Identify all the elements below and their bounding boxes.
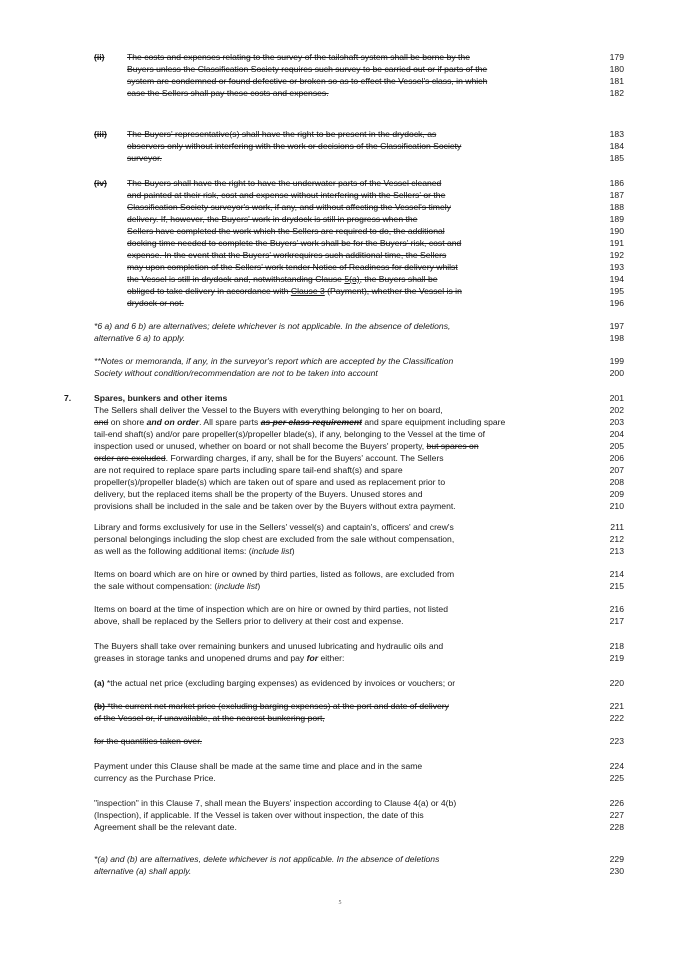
line-number: 204 [609,429,624,439]
document-line [0,489,680,500]
line-text: above, shall be replaced by the Sellers prior to delivery at their cost and expense. [94,616,404,626]
document-line [0,417,680,428]
document-line [0,429,680,440]
line-number: 198 [609,333,624,343]
sub-clause-label: (iv) [94,178,107,188]
document-line [0,604,680,615]
line-number: 207 [609,465,624,475]
line-text: obliged to take delivery in accordance with Clause 3 (Payment), whether the Vessel is in [127,286,462,296]
line-number: 181 [609,76,624,86]
line-text: provisions shall be included in the sale and be taken over by the Buyers without extra payment. [94,501,456,511]
line-number: 201 [609,393,624,403]
line-text: Society without condition/recommendation are not to be taken into account [94,368,378,378]
document-line [0,333,680,344]
line-text: surveyor. [127,153,162,163]
line-number: 183 [609,129,624,139]
document-line [0,761,680,772]
clause-number: 7. [64,393,72,403]
line-text: Items on board which are on hire or owned by third parties, listed as follows, are excluded from [94,569,455,579]
line-number: 180 [609,64,624,74]
line-number: 221 [609,701,624,711]
line-number: 194 [609,274,624,284]
line-text: inspection used or unused, whether on board or not shall become the Buyers' property, but spares on [94,441,479,451]
document-line [0,178,680,189]
document-line [0,88,680,99]
line-number: 224 [609,761,624,771]
line-text: The Buyers' representative(s) shall have the right to be present in the drydock, as [127,129,437,139]
line-text: The costs and expenses relating to the survey of the tailshaft system shall be borne by the [127,52,470,62]
document-line [0,141,680,152]
line-text: and on shore and on order. All spare parts as per class requirement and spare equipment including spare [94,417,506,427]
line-number: 195 [609,286,624,296]
line-number: 199 [609,356,624,366]
line-text: Payment under this Clause shall be made at the same time and place and in the same [94,761,423,771]
document-line [0,477,680,488]
line-number: 220 [609,678,624,688]
line-text: delivery, but the replaced items shall be the property of the Buyers. Unused stores and [94,489,423,499]
document-line [0,569,680,580]
line-text: Spares, bunkers and other items [94,393,228,403]
document-line [0,64,680,75]
line-number: 188 [609,202,624,212]
document-line [0,286,680,297]
line-text: *6 a) and 6 b) are alternatives; delete whichever is not applicable. In the absence of deletions, [94,321,451,331]
line-text: Agreement shall be the relevant date. [94,822,237,832]
document-line [0,798,680,809]
line-text: greases in storage tanks and unopened drums and pay for either: [94,653,345,663]
line-text: The Buyers shall take over remaining bunkers and unused lubricating and hydraulic oils and [94,641,444,651]
document-line [0,701,680,712]
page-number: 5 [338,900,342,906]
line-number: 222 [609,713,624,723]
line-text: the Vessel is still in drydock and, notwithstanding Clause 5(a), the Buyers shall be [127,274,438,284]
line-number: 202 [609,405,624,415]
document-line [0,129,680,140]
line-number: 187 [609,190,624,200]
document-line [0,298,680,309]
line-number: 229 [609,854,624,864]
document-line [0,534,680,545]
line-text: Buyers unless the Classification Society requires such survey to be carried out or if parts of the [127,64,488,74]
line-text: case the Sellers shall pay these costs and expenses. [127,88,329,98]
document-line [0,226,680,237]
line-number: 184 [609,141,624,151]
line-number: 215 [609,581,624,591]
document-line [0,52,680,63]
line-number: 208 [609,477,624,487]
sub-clause-label: (iii) [94,129,107,139]
line-text: alternative (a) shall apply. [94,866,192,876]
line-number: 209 [609,489,624,499]
document-line [0,441,680,452]
line-number: 211 [610,522,624,532]
line-text: are not required to replace spare parts including spare tail-end shaft(s) and spare [94,465,403,475]
line-text: as well as the following additional items: (include list) [94,546,295,556]
line-text: (a) *the actual net price (excluding barging expenses) as evidenced by invoices or vouchers; or [94,678,456,688]
document-line [0,641,680,652]
line-text: Items on board at the time of inspection which are on hire or owned by third parties, not listed [94,604,448,614]
line-number: 217 [609,616,624,626]
document-line [0,810,680,821]
line-number: 205 [609,441,624,451]
line-text: the sale without compensation: (include list) [94,581,261,591]
document-line [0,274,680,285]
line-text: system are condemned or found defective or broken so as to effect the Vessel's class, in which [127,76,488,86]
document-line [0,453,680,464]
line-number: 216 [609,604,624,614]
line-number: 189 [609,214,624,224]
line-text: The Buyers shall have the right to have the underwater parts of the Vessel cleaned [127,178,442,188]
line-number: 179 [609,52,624,62]
line-text: of the Vessel or, if unavailable, at the nearest bunkering port, [94,713,325,723]
document-line [0,522,680,533]
line-text: alternative 6 a) to apply. [94,333,186,343]
line-number: 226 [609,798,624,808]
document-line [0,321,680,332]
line-text: Classification Society surveyor's work, if any, and without affecting the Vessel's timely [127,202,451,212]
line-number: 196 [609,298,624,308]
line-number: 219 [609,653,624,663]
line-text: delivery. If, however, the Buyers' work in drydock is still in progress when the [127,214,418,224]
document-line [0,616,680,627]
line-text: "inspection" in this Clause 7, shall mean the Buyers' inspection according to Clause 4(a) or 4(b) [94,798,457,808]
document-line [0,405,680,416]
line-text: Library and forms exclusively for use in the Sellers' vessel(s) and captain's, officers' and crew's [94,522,454,532]
line-number: 213 [609,546,624,556]
document-line [0,773,680,784]
line-text: personal belongings including the slop chest are excluded from the sale without compensation, [94,534,455,544]
document-line [0,214,680,225]
document-line [0,393,680,404]
document-line [0,653,680,664]
line-text: propeller(s)/propeller blade(s) which are taken out of spare and used as replacement prior to [94,477,446,487]
line-text: (b) *the current net market price (excluding barging expenses) at the port and date of delivery [94,701,449,711]
line-number: 227 [609,810,624,820]
line-number: 218 [609,641,624,651]
document-line [0,238,680,249]
document-line [0,356,680,367]
line-number: 200 [609,368,624,378]
line-text: tail-end shaft(s) and/or pare propeller(s)/propeller blade(s), if any, belonging to the Vessel at the time of [94,429,486,439]
line-text: Sellers have completed the work which the Sellers are required to do, the additional [127,226,445,236]
line-text: **Notes or memoranda, if any, in the surveyor's report which are accepted by the Classification [94,356,454,366]
document-line [0,262,680,273]
line-text: observers only without interfering with the work or decisions of the Classification Society [127,141,462,151]
document-line [0,822,680,833]
line-number: 225 [609,773,624,783]
document-line [0,190,680,201]
line-number: 206 [609,453,624,463]
line-number: 230 [609,866,624,876]
document-line [0,854,680,865]
line-number: 191 [609,238,624,248]
line-number: 228 [609,822,624,832]
line-number: 192 [609,250,624,260]
document-line [0,736,680,747]
line-text: drydock or not. [127,298,184,308]
document-line [0,678,680,689]
line-text: docking time needed to complete the Buyers' work shall be for the Buyers' risk, cost and [127,238,462,248]
line-text: expense. In the event that the Buyers' workrequires such additional time, the Sellers [127,250,447,260]
document-line [0,581,680,592]
document-line [0,866,680,877]
line-number: 210 [609,501,624,511]
line-text: for the quantities taken over. [94,736,202,746]
line-number: 214 [609,569,624,579]
line-number: 185 [609,153,624,163]
sub-clause-label: (ii) [94,52,105,62]
document-line [0,501,680,512]
line-text: may upon completion of the Sellers' work tender Notice of Readiness for delivery whilst [127,262,458,272]
line-number: 190 [609,226,624,236]
line-number: 186 [609,178,624,188]
line-text: The Sellers shall deliver the Vessel to the Buyers with everything belonging to her on board, [94,405,443,415]
document-line [0,202,680,213]
document-line [0,250,680,261]
line-text: currency as the Purchase Price. [94,773,216,783]
line-number: 212 [609,534,624,544]
document-line [0,465,680,476]
document-line [0,368,680,379]
line-text: and painted at their risk, cost and expense without interfering with the Sellers' or the [127,190,446,200]
line-text: *(a) and (b) are alternatives, delete whichever is not applicable. In the absence of deletions [94,854,440,864]
line-text: order are excluded. Forwarding charges, if any, shall be for the Buyers' account. The Sellers [94,453,444,463]
line-number: 182 [609,88,624,98]
document-line [0,713,680,724]
document-line [0,153,680,164]
line-number: 223 [609,736,624,746]
line-number: 203 [609,417,624,427]
line-number: 197 [609,321,624,331]
line-text: (Inspection), if applicable. If the Vessel is taken over without inspection, the date of this [94,810,424,820]
line-number: 193 [609,262,624,272]
document-line [0,546,680,557]
document-line [0,76,680,87]
